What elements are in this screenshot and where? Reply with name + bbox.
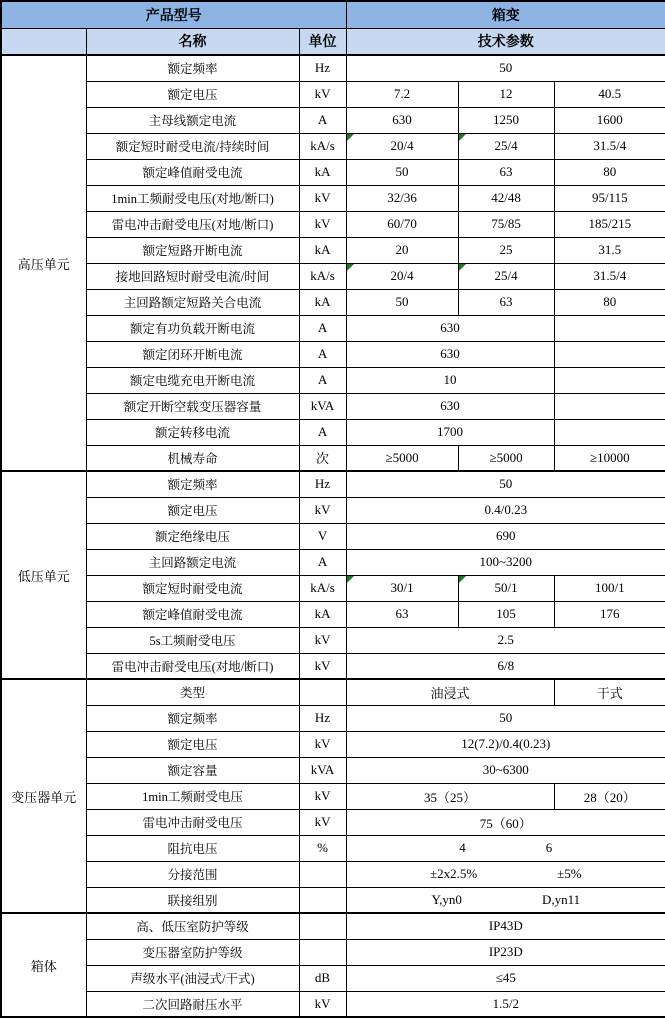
param-name-cell: 额定电压	[86, 497, 299, 523]
param-value-cell	[346, 185, 458, 211]
value-text: 80	[603, 164, 617, 179]
table-row	[1, 913, 665, 939]
header-row-columns	[1, 28, 665, 55]
param-value-cell	[346, 419, 554, 445]
param-name-cell: 额定电压	[86, 81, 299, 107]
param-value-cell	[458, 81, 554, 107]
param-value-cell	[346, 263, 458, 289]
param-name-cell: 额定闭环开断电流	[86, 341, 299, 367]
param-value-cell	[458, 445, 554, 471]
param-value-cell	[346, 809, 665, 835]
param-value-cell	[346, 55, 665, 81]
table-row	[1, 341, 665, 367]
table-row	[1, 939, 665, 965]
param-value-cell	[554, 81, 665, 107]
value-text: 75（60）	[479, 815, 532, 831]
table-row	[1, 809, 665, 835]
table-row	[1, 497, 665, 523]
value-text: 31.5/4	[593, 138, 627, 153]
value-pair-item: 6	[545, 840, 553, 855]
param-value-cell	[458, 575, 554, 601]
param-value-cell	[346, 757, 665, 783]
param-unit-cell: kA	[299, 289, 346, 315]
param-name-cell: 联接组别	[86, 887, 299, 913]
param-value-cell	[554, 783, 665, 809]
value-text: 50	[395, 164, 409, 179]
param-name-cell: 阻抗电压	[86, 835, 299, 861]
param-value-cell	[458, 185, 554, 211]
value-text: 50	[395, 294, 409, 309]
param-unit-cell	[299, 939, 346, 965]
table-row	[1, 991, 665, 1017]
table-row	[1, 835, 665, 861]
value-pair-item: ±2x2.5%	[429, 866, 478, 881]
value-text: 1700	[437, 424, 464, 439]
value-text: 176	[600, 606, 620, 621]
value-text: 50	[499, 476, 513, 492]
value-text: 630	[392, 112, 412, 127]
param-value-cell	[346, 445, 458, 471]
param-value-cell	[346, 991, 665, 1017]
value-text: IP23D	[488, 944, 523, 959]
table-row	[1, 315, 665, 341]
param-unit-cell: Hz	[299, 471, 346, 497]
value-text: 630	[440, 398, 460, 413]
value-text: 20	[395, 242, 409, 257]
param-value-cell	[554, 341, 665, 367]
table-row	[1, 653, 665, 679]
param-value-cell	[346, 731, 665, 757]
param-value-cell	[346, 835, 665, 861]
param-unit-cell: kA/s	[299, 263, 346, 289]
param-value-cell	[346, 861, 665, 887]
value-text: 25/4	[494, 138, 518, 153]
param-name-cell: 额定短时耐受电流/持续时间	[86, 133, 299, 159]
param-value-cell	[346, 575, 458, 601]
table-row	[1, 55, 665, 81]
param-value-cell	[554, 315, 665, 341]
table-row	[1, 393, 665, 419]
error-flag-triangle-icon	[347, 134, 354, 141]
param-unit-cell: kV	[299, 211, 346, 237]
value-text: 185/215	[588, 216, 632, 231]
param-value-cell	[346, 237, 458, 263]
param-value-cell	[346, 341, 554, 367]
param-unit-cell: A	[299, 549, 346, 575]
section-category-cell: 低压单元	[1, 471, 86, 679]
param-value-cell	[346, 497, 665, 523]
value-text: 30/1	[390, 580, 414, 595]
table-row	[1, 965, 665, 991]
table-row	[1, 705, 665, 731]
value-text: 25	[499, 242, 513, 257]
param-value-cell	[458, 237, 554, 263]
table-row	[1, 627, 665, 653]
param-unit-cell: kA/s	[299, 575, 346, 601]
value-text: 95/115	[591, 190, 628, 205]
param-name-cell: 1min工频耐受电压	[86, 783, 299, 809]
value-text: 100~3200	[479, 554, 533, 569]
value-text: ≥10000	[589, 449, 630, 465]
param-value-cell	[554, 263, 665, 289]
product-model-value: 箱变	[346, 1, 665, 28]
value-text: 42/48	[491, 190, 521, 205]
param-value-cell	[346, 211, 458, 237]
param-name-cell: 5s工频耐受电压	[86, 627, 299, 653]
table-row	[1, 679, 665, 705]
value-text: 50	[499, 60, 513, 76]
param-value-cell	[346, 913, 665, 939]
param-unit-cell: V	[299, 523, 346, 549]
param-value-cell	[346, 783, 554, 809]
error-flag-triangle-icon	[347, 576, 354, 583]
param-name-cell: 额定峰值耐受电流	[86, 159, 299, 185]
value-text: 100/1	[594, 580, 625, 595]
table-row	[1, 185, 665, 211]
param-unit-cell: A	[299, 419, 346, 445]
param-value-cell	[458, 289, 554, 315]
param-unit-cell: %	[299, 835, 346, 861]
param-unit-cell	[299, 861, 346, 887]
param-unit-cell: kV	[299, 627, 346, 653]
value-text: 20/4	[390, 268, 414, 283]
param-unit-cell: kVA	[299, 393, 346, 419]
param-unit-cell: A	[299, 367, 346, 393]
table-row	[1, 887, 665, 913]
header-row-product	[1, 1, 665, 28]
value-text: 1600	[596, 112, 623, 127]
value-pair	[347, 840, 665, 856]
param-unit-cell: kV	[299, 783, 346, 809]
value-text: 63	[499, 164, 513, 179]
error-flag-triangle-icon	[347, 264, 354, 271]
param-unit-cell: kV	[299, 185, 346, 211]
param-name-cell: 雷电冲击耐受电压	[86, 809, 299, 835]
param-value-cell	[346, 315, 554, 341]
param-value-cell	[458, 211, 554, 237]
param-name-cell: 额定电压	[86, 731, 299, 757]
param-value-cell	[346, 289, 458, 315]
param-unit-cell: Hz	[299, 55, 346, 81]
param-unit-cell: kA	[299, 601, 346, 627]
param-value-cell	[346, 367, 554, 393]
param-unit-cell: kV	[299, 809, 346, 835]
param-unit-cell	[299, 887, 346, 913]
value-text: IP43D	[488, 918, 523, 934]
param-name-cell: 雷电冲击耐受电压(对地/断口)	[86, 211, 299, 237]
error-flag-triangle-icon	[459, 134, 466, 141]
table-row	[1, 861, 665, 887]
params-column-header: 技术参数	[346, 28, 665, 55]
error-flag-triangle-icon	[459, 576, 466, 583]
param-name-cell: 接地回路短时耐受电流/时间	[86, 263, 299, 289]
param-name-cell: 二次回路耐压水平	[86, 991, 299, 1017]
value-pair-item: Y,yn0	[431, 891, 462, 907]
param-unit-cell: kVA	[299, 757, 346, 783]
param-name-cell: 额定转移电流	[86, 419, 299, 445]
param-name-cell: 额定短路开断电流	[86, 237, 299, 263]
param-value-cell	[554, 575, 665, 601]
value-text: 35（25）	[424, 789, 477, 805]
value-text: 20/4	[390, 138, 414, 153]
value-text: 31.5	[598, 242, 622, 257]
param-value-cell	[458, 263, 554, 289]
table-row	[1, 211, 665, 237]
param-unit-cell	[299, 679, 346, 705]
param-name-cell: 高、低压室防护等级	[86, 913, 299, 939]
param-name-cell: 额定有功负载开断电流	[86, 315, 299, 341]
param-value-cell	[554, 211, 665, 237]
param-unit-cell: Hz	[299, 705, 346, 731]
param-value-cell	[346, 939, 665, 965]
value-pair-item: 4	[459, 840, 466, 855]
section-category-cell: 高压单元	[1, 55, 86, 471]
param-value-cell	[458, 159, 554, 185]
value-text: 50	[499, 710, 513, 725]
param-name-cell: 额定短时耐受电流	[86, 575, 299, 601]
header-spacer-cell	[1, 28, 86, 55]
param-name-cell: 主母线额定电流	[86, 107, 299, 133]
param-name-cell: 额定开断空载变压器容量	[86, 393, 299, 419]
param-value-cell	[346, 159, 458, 185]
param-value-cell	[346, 549, 665, 575]
param-value-cell	[554, 107, 665, 133]
param-unit-cell: A	[299, 315, 346, 341]
value-text: 31.5/4	[593, 268, 627, 283]
param-value-cell	[554, 237, 665, 263]
param-value-cell	[346, 705, 665, 731]
value-text: 630	[440, 320, 460, 335]
table-row	[1, 133, 665, 159]
table-row	[1, 731, 665, 757]
param-value-cell	[554, 601, 665, 627]
param-unit-cell: A	[299, 107, 346, 133]
table-row	[1, 523, 665, 549]
param-value-cell	[346, 887, 665, 913]
table-row	[1, 575, 665, 601]
value-text: 6/8	[497, 657, 515, 673]
name-column-header: 名称	[86, 28, 299, 55]
param-value-cell	[554, 289, 665, 315]
value-pair	[347, 866, 665, 882]
value-text: 25/4	[494, 268, 518, 283]
param-value-cell	[554, 445, 665, 471]
param-name-cell: 额定频率	[86, 471, 299, 497]
value-text: 105	[496, 606, 516, 621]
value-text: ≥5000	[385, 449, 419, 465]
param-name-cell: 额定电缆充电开断电流	[86, 367, 299, 393]
table-row	[1, 601, 665, 627]
value-text: ≤45	[495, 970, 516, 985]
table-row	[1, 757, 665, 783]
value-text: 30~6300	[482, 762, 529, 777]
table-row	[1, 289, 665, 315]
value-text: 7.2	[393, 86, 411, 101]
param-unit-cell	[299, 913, 346, 939]
param-value-cell	[554, 679, 665, 705]
param-name-cell: 分接范围	[86, 861, 299, 887]
param-value-cell	[346, 679, 554, 705]
param-unit-cell: kV	[299, 731, 346, 757]
value-pair-item: ±5%	[557, 866, 582, 881]
error-flag-triangle-icon	[459, 264, 466, 271]
param-unit-cell: 次	[299, 445, 346, 471]
param-value-cell	[458, 107, 554, 133]
param-value-cell	[346, 965, 665, 991]
table-row	[1, 367, 665, 393]
value-text: 63	[499, 294, 513, 309]
param-value-cell	[458, 601, 554, 627]
table-row	[1, 107, 665, 133]
param-value-cell	[346, 107, 458, 133]
param-unit-cell: dB	[299, 965, 346, 991]
value-text: 690	[496, 528, 516, 543]
param-unit-cell: kV	[299, 81, 346, 107]
value-text: 10	[443, 372, 457, 387]
value-text: 75/85	[491, 216, 521, 231]
param-value-cell	[346, 653, 665, 679]
table-body	[1, 55, 665, 1017]
param-unit-cell: kV	[299, 497, 346, 523]
param-name-cell: 额定容量	[86, 757, 299, 783]
table-row	[1, 419, 665, 445]
table-row	[1, 783, 665, 809]
param-value-cell	[458, 133, 554, 159]
param-name-cell: 主回路额定电流	[86, 549, 299, 575]
table-row	[1, 81, 665, 107]
value-text: 2.5	[497, 632, 514, 647]
value-text: ≥5000	[489, 449, 523, 465]
section-category-cell: 箱体	[1, 913, 86, 1017]
value-text: 干式	[596, 685, 623, 701]
table-row	[1, 549, 665, 575]
value-pair-item: D,yn11	[541, 891, 581, 907]
param-name-cell: 变压器室防护等级	[86, 939, 299, 965]
param-value-cell	[346, 393, 554, 419]
value-text: 0.4/0.23	[484, 502, 528, 517]
value-text: 12	[499, 86, 513, 101]
param-name-cell: 额定频率	[86, 705, 299, 731]
value-text: 60/70	[387, 216, 417, 231]
value-text: 80	[603, 294, 617, 309]
param-value-cell	[346, 471, 665, 497]
param-name-cell: 主回路额定短路关合电流	[86, 289, 299, 315]
param-value-cell	[346, 627, 665, 653]
value-text: 12(7.2)/0.4(0.23)	[461, 736, 551, 751]
value-text: 50/1	[494, 580, 518, 595]
param-name-cell: 类型	[86, 679, 299, 705]
param-name-cell: 声级水平(油浸式/干式)	[86, 965, 299, 991]
param-unit-cell: kV	[299, 991, 346, 1017]
value-text: 63	[395, 606, 409, 621]
param-name-cell: 1min工频耐受电压(对地/断口)	[86, 185, 299, 211]
param-unit-cell: kA	[299, 159, 346, 185]
value-text: 1.5/2	[492, 995, 519, 1011]
value-text: 630	[440, 346, 460, 361]
param-value-cell	[554, 393, 665, 419]
param-unit-cell: kV	[299, 653, 346, 679]
param-unit-cell: A	[299, 341, 346, 367]
param-value-cell	[346, 81, 458, 107]
product-model-label: 产品型号	[1, 1, 346, 28]
param-value-cell	[554, 133, 665, 159]
table-row	[1, 445, 665, 471]
param-unit-cell: kA/s	[299, 133, 346, 159]
param-unit-cell: kA	[299, 237, 346, 263]
value-text: 32/36	[387, 190, 417, 205]
value-text: 28（20）	[583, 789, 636, 805]
unit-column-header: 单位	[299, 28, 346, 55]
table-row	[1, 471, 665, 497]
param-value-cell	[346, 523, 665, 549]
param-value-cell	[554, 185, 665, 211]
param-value-cell	[554, 367, 665, 393]
param-name-cell: 机械寿命	[86, 445, 299, 471]
param-name-cell: 雷电冲击耐受电压(对地/断口)	[86, 653, 299, 679]
param-name-cell: 额定峰值耐受电流	[86, 601, 299, 627]
param-name-cell: 额定频率	[86, 55, 299, 81]
param-value-cell	[346, 133, 458, 159]
table-row	[1, 237, 665, 263]
section-category-cell: 变压器单元	[1, 679, 86, 913]
value-text: 1250	[493, 112, 520, 127]
table-row	[1, 159, 665, 185]
param-value-cell	[554, 419, 665, 445]
value-text: 40.5	[598, 86, 622, 101]
param-value-cell	[554, 159, 665, 185]
value-text: 油浸式	[430, 685, 470, 701]
value-pair	[347, 892, 665, 908]
param-name-cell: 额定绝缘电压	[86, 523, 299, 549]
param-value-cell	[346, 601, 458, 627]
table-row	[1, 263, 665, 289]
